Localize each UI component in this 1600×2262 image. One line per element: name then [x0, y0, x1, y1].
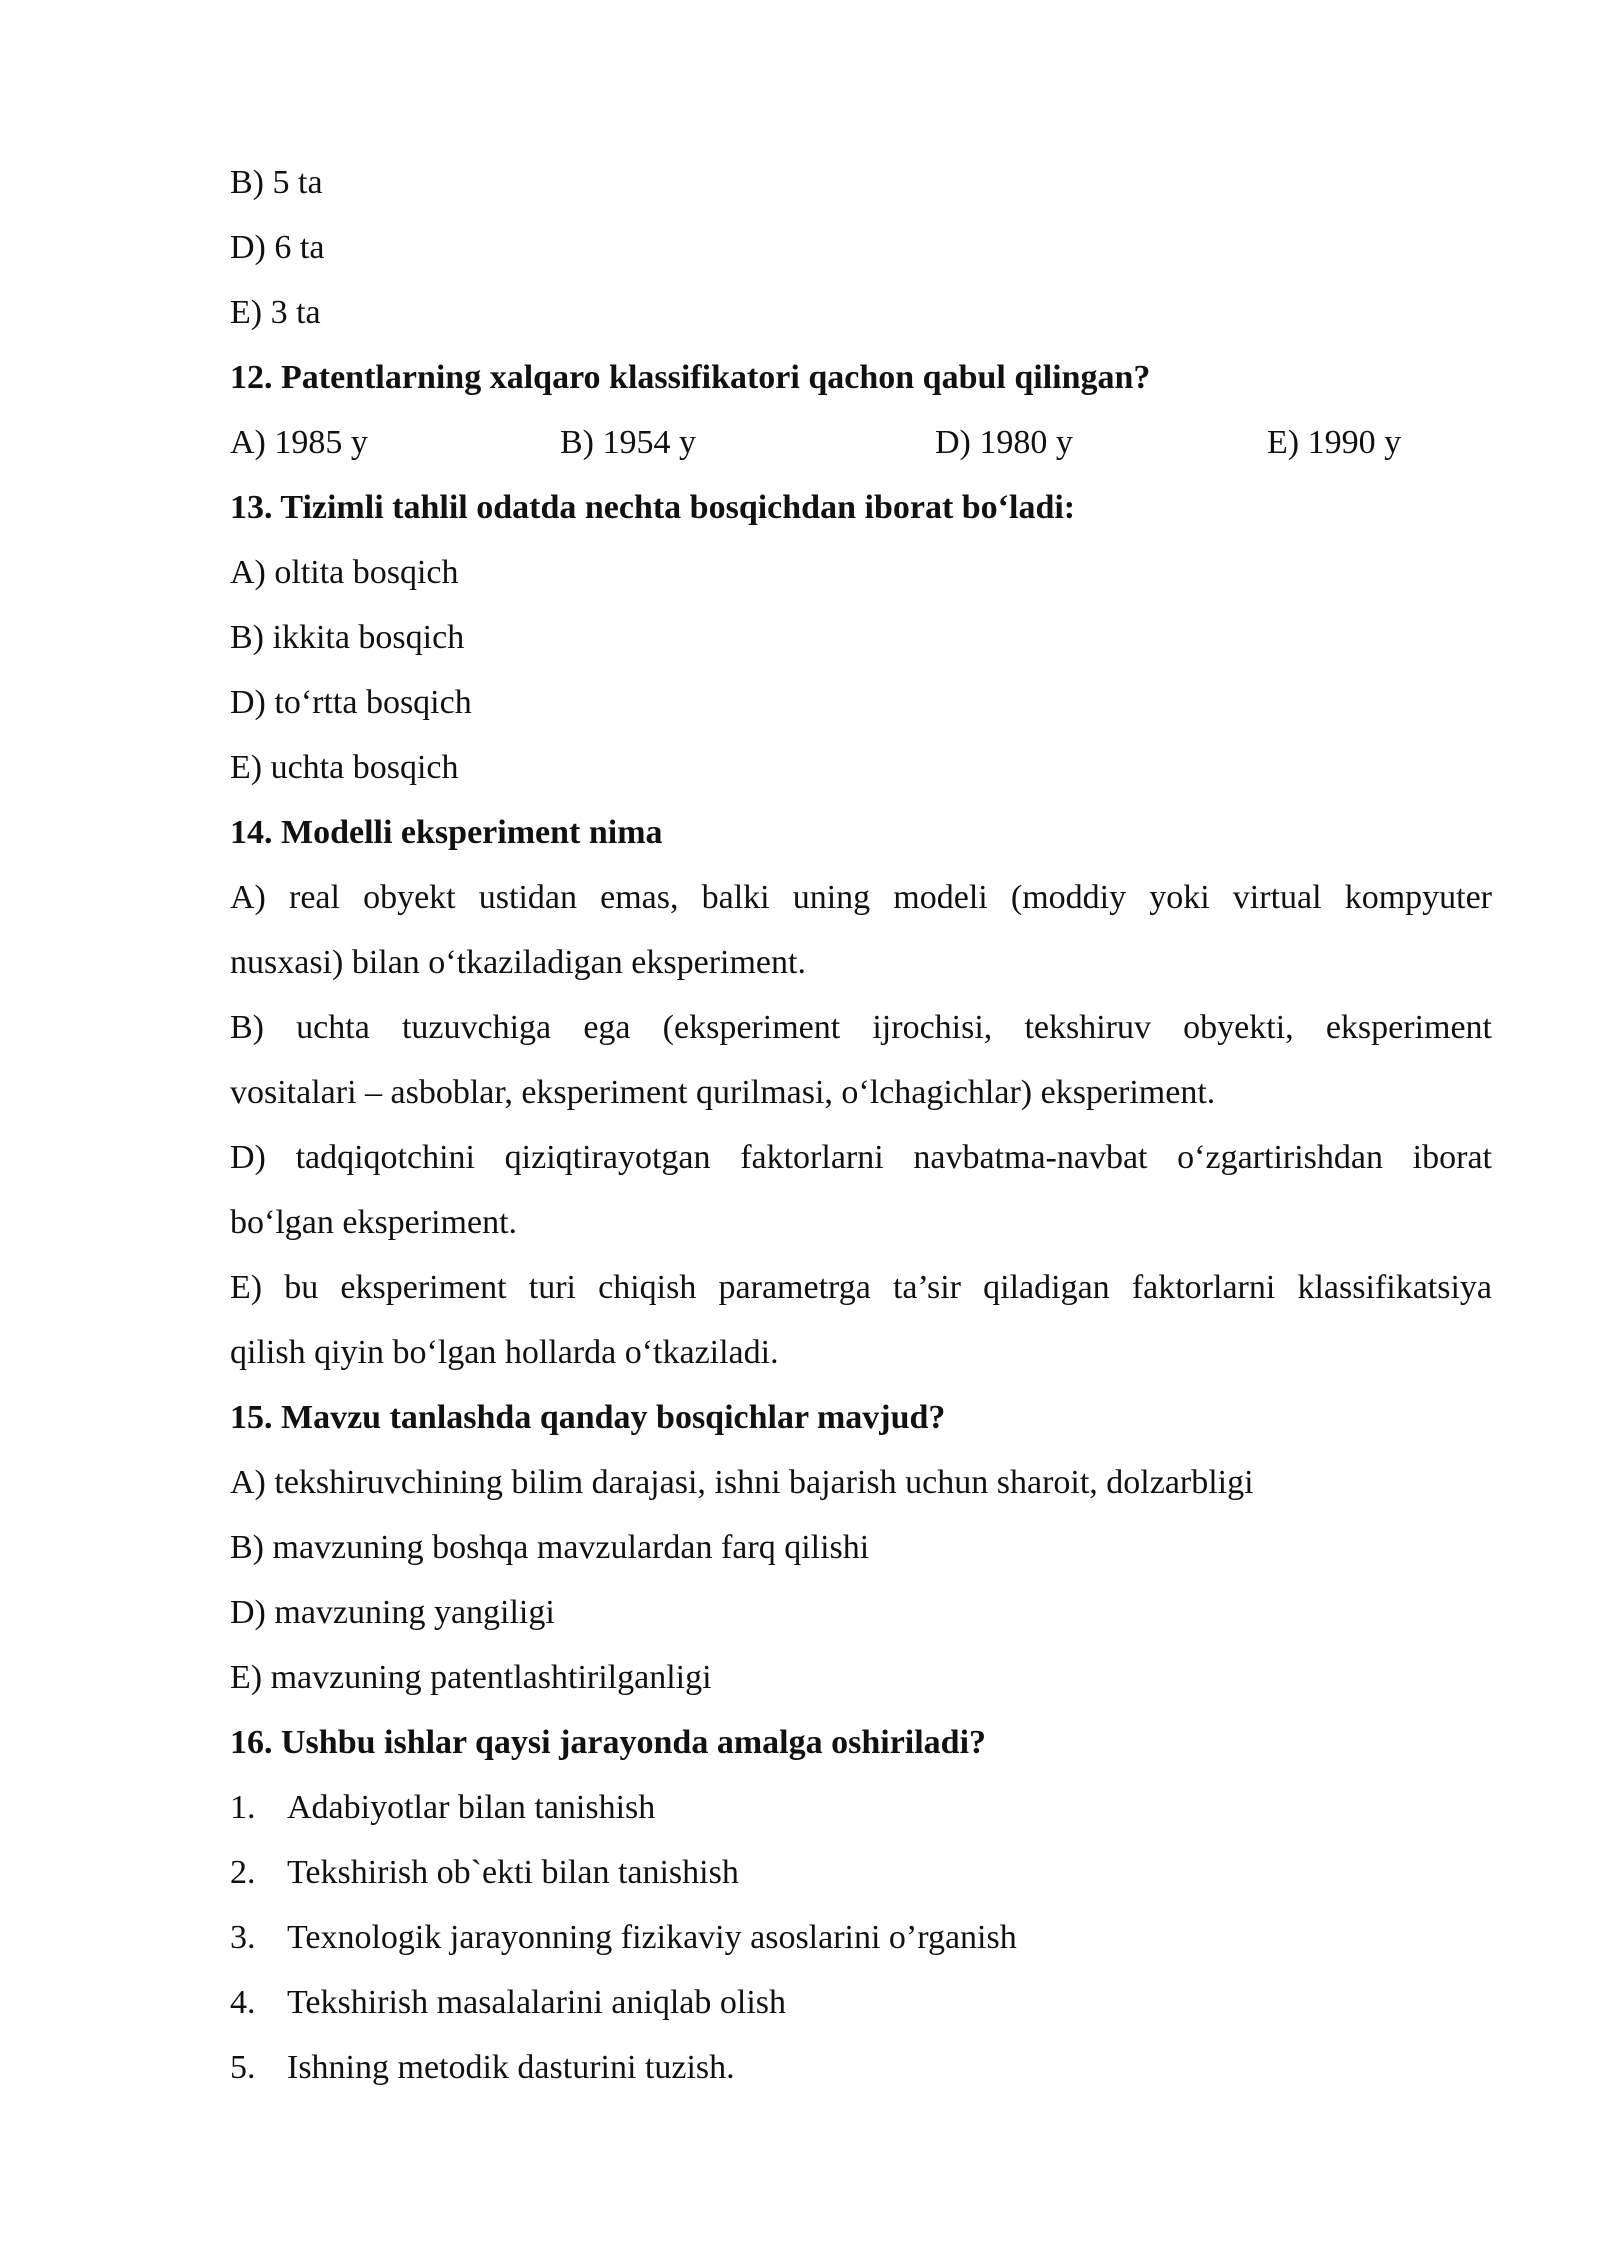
q14-question: 14. Modelli eksperiment nima [230, 814, 663, 851]
q13-option-b: B) ikkita bosqich [230, 619, 465, 656]
q15-option-d: D) mavzuning yangiligi [230, 1594, 555, 1631]
page-content [230, 150, 1492, 2100]
q14-option-b-line1: B) uchta tuzuvchiga ega (eksperiment ijrochisi, tekshiruv obyekti, eksperiment [230, 1009, 1492, 1046]
q13-option-a: A) oltita bosqich [230, 554, 459, 591]
q13-option-e: E) uchta bosqich [230, 749, 459, 786]
q14-option-a-line2: nusxasi) bilan o‘tkaziladigan eksperiment. [230, 944, 806, 981]
q13-question: 13. Tizimli tahlil odatda nechta bosqichdan iborat bo‘ladi: [230, 489, 1076, 526]
q16-list-item-2 [230, 1840, 1492, 1905]
q15-question: 15. Mavzu tanlashda qanday bosqichlar mavjud? [230, 1399, 946, 1436]
q16-list-item-5 [230, 2035, 1492, 2100]
q14-option-a-line1: A) real obyekt ustidan emas, balki uning modeli (moddiy yoki virtual kompyuter [230, 879, 1492, 916]
q14-option-b-line2: vositalari – asboblar, eksperiment qurilmasi, o‘lchagichlar) eksperiment. [230, 1074, 1216, 1111]
q11-option-e: E) 3 ta [230, 294, 321, 331]
q12-question: 12. Patentlarning xalqaro klassifikatori qachon qabul qilingan? [230, 359, 1151, 396]
q14-option-e-line2: qilish qiyin bo‘lgan hollarda o‘tkaziladi. [230, 1334, 779, 1371]
q12-option-e: E) 1990 y [1267, 424, 1402, 461]
q16-question: 16. Ushbu ishlar qaysi jarayonda amalga oshiriladi? [230, 1724, 987, 1761]
list-item-text: Adabiyotlar bilan tanishish [287, 1789, 656, 1826]
q15-option-a: A) tekshiruvchining bilim darajasi, ishni bajarish uchun sharoit, dolzarbligi [230, 1464, 1254, 1501]
q16-list-item-3 [230, 1905, 1492, 1970]
q14-option-d-line2: bo‘lgan eksperiment. [230, 1204, 518, 1241]
list-item-text: Tekshirish masalalarini aniqlab olish [287, 1984, 787, 2021]
list-item-text: Ishning metodik dasturini tuzish. [287, 2049, 735, 2086]
list-number: 2. [230, 1854, 256, 1891]
q15-option-e: E) mavzuning patentlashtirilganligi [230, 1659, 712, 1696]
q16-list-item-1 [230, 1775, 1492, 1840]
q14-option-d-line1: D) tadqiqotchini qiziqtirayotgan faktorlarni navbatma-navbat o‘zgartirishdan iborat [230, 1139, 1492, 1176]
q12-options-row [230, 410, 1492, 475]
list-item-text: Tekshirish ob`ekti bilan tanishish [287, 1854, 739, 1891]
q16-list-item-4 [230, 1970, 1492, 2035]
q11-option-b: B) 5 ta [230, 164, 323, 201]
list-number: 3. [230, 1919, 256, 1956]
list-number: 4. [230, 1984, 256, 2021]
list-number: 1. [230, 1789, 256, 1826]
q15-option-b: B) mavzuning boshqa mavzulardan farq qilishi [230, 1529, 870, 1566]
q12-option-a: A) 1985 y [230, 424, 368, 461]
list-number: 5. [230, 2049, 256, 2086]
q12-option-b: B) 1954 y [560, 424, 696, 461]
q13-option-d: D) to‘rtta bosqich [230, 684, 472, 721]
list-item-text: Texnologik jarayonning fizikaviy asoslarini o’rganish [287, 1919, 1017, 1956]
q11-option-d: D) 6 ta [230, 229, 325, 266]
q12-option-d: D) 1980 y [935, 424, 1073, 461]
q14-option-e-line1: E) bu eksperiment turi chiqish parametrga ta’sir qiladigan faktorlarni klassifikatsiya [230, 1269, 1492, 1306]
